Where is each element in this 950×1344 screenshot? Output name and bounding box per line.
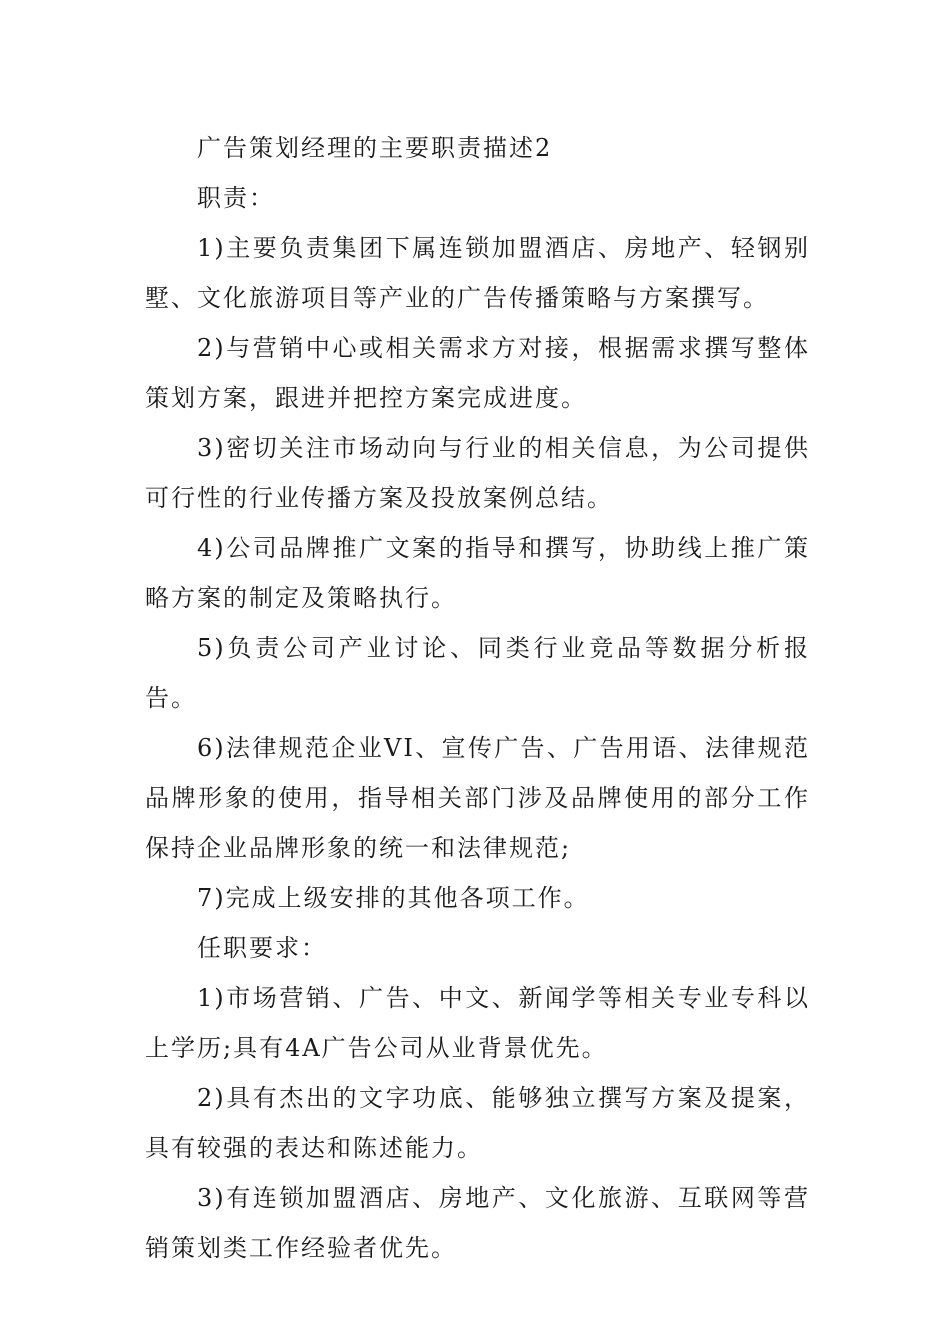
requirement-item: 3)有连锁加盟酒店、房地产、文化旅游、互联网等营销策划类工作经验者优先。 — [145, 1184, 810, 1262]
duties-heading: 职责： — [197, 184, 275, 212]
duty-item: 5)负责公司产业讨论、同类行业竞品等数据分析报告。 — [145, 634, 810, 712]
requirements-heading: 任职要求： — [197, 934, 327, 962]
duty-item: 2)与营销中心或相关需求方对接，根据需求撰写整体策划方案，跟进并把控方案完成进度。 — [145, 334, 810, 412]
document-body — [145, 123, 810, 1273]
duty-item: 3)密切关注市场动向与行业的相关信息，为公司提供可行性的行业传播方案及投放案例总结。 — [145, 434, 810, 512]
requirement-item: 2)具有杰出的文字功底、能够独立撰写方案及提案，具有较强的表达和陈述能力。 — [145, 1084, 810, 1162]
duty-item: 4)公司品牌推广文案的指导和撰写，协助线上推广策略方案的制定及策略执行。 — [145, 534, 810, 612]
requirement-item: 1)市场营销、广告、中文、新闻学等相关专业专科以上学历;具有4A广告公司从业背景优先。 — [145, 984, 810, 1062]
duty-item: 1)主要负责集团下属连锁加盟酒店、房地产、轻钢别墅、文化旅游项目等产业的广告传播策略与方案撰写。 — [145, 234, 810, 312]
duty-item: 6)法律规范企业VI、宣传广告、广告用语、法律规范品牌形象的使用，指导相关部门涉及品牌使用的部分工作保持企业品牌形象的统一和法律规范; — [145, 734, 810, 862]
document-title: 广告策划经理的主要职责描述2 — [197, 134, 553, 162]
duty-item: 7)完成上级安排的其他各项工作。 — [197, 884, 590, 912]
